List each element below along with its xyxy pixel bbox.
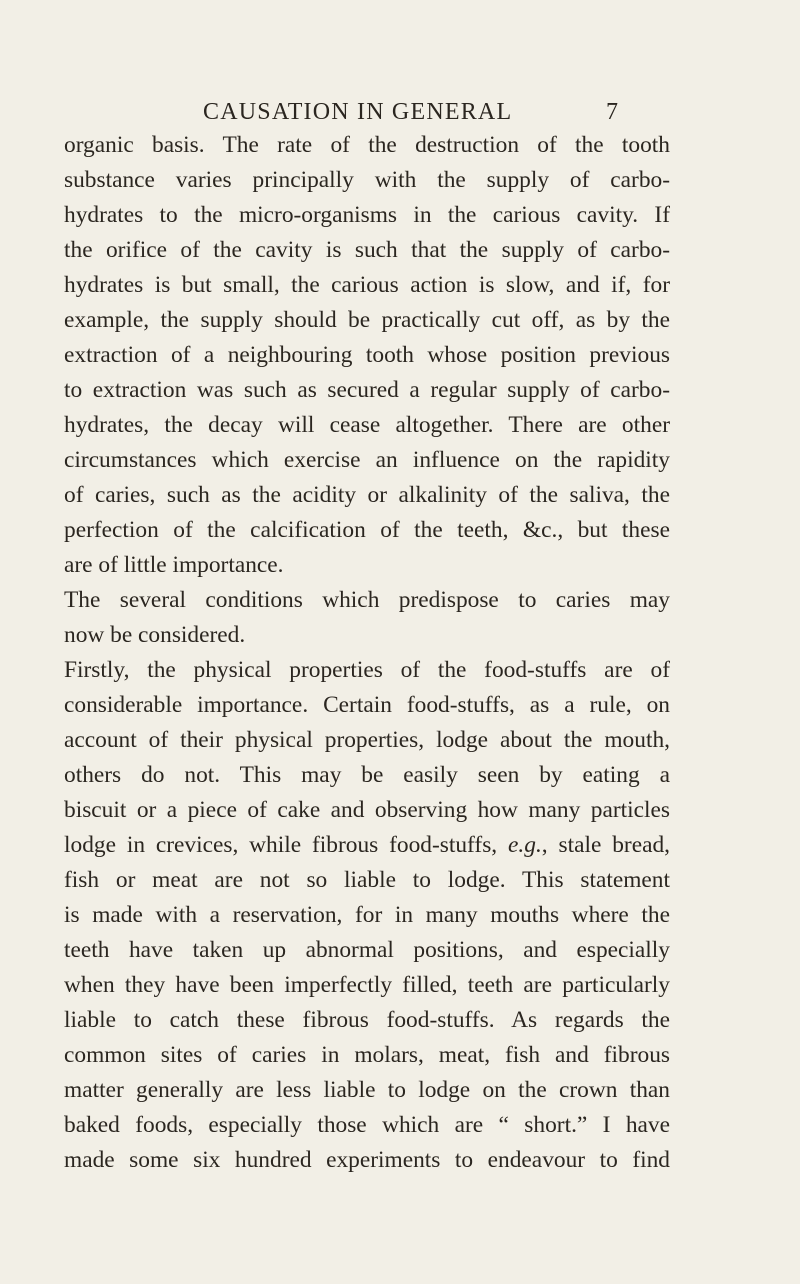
text-line: example, the supply should be practically cut off, as by the bbox=[64, 307, 670, 333]
text-line: fish or meat are not so liable to lodge. This statement bbox=[64, 867, 670, 893]
page-number: 7 bbox=[606, 99, 618, 125]
text-line: substance varies principally with the supply of carbo- bbox=[64, 167, 670, 193]
running-head bbox=[0, 99, 800, 133]
text-line: is made with a reservation, for in many mouths where the bbox=[64, 902, 670, 928]
paragraph-first-line: Firstly, the physical properties of the food-stuffs are of bbox=[64, 657, 670, 683]
text-line: to extraction was such as secured a regular supply of carbo- bbox=[64, 377, 670, 403]
text-line: when they have been imperfectly filled, teeth are particularly bbox=[64, 972, 670, 998]
text-line: teeth have taken up abnormal positions, and especially bbox=[64, 937, 670, 963]
text-line: biscuit or a piece of cake and observing how many particles bbox=[64, 797, 670, 823]
text-line: hydrates to the micro-organisms in the carious cavity. If bbox=[64, 202, 670, 228]
italic-abbreviation: e.g. bbox=[508, 832, 542, 858]
text-line: now be considered. bbox=[64, 622, 246, 648]
text-line: circumstances which exercise an influence on the rapidity bbox=[64, 447, 670, 473]
text-line: hydrates, the decay will cease altogether. There are other bbox=[64, 412, 670, 438]
text-line: perfection of the calcification of the teeth, &c., but these bbox=[64, 517, 670, 543]
text-line: matter generally are less liable to lodge on the crown than bbox=[64, 1077, 670, 1103]
text-line: considerable importance. Certain food-stuffs, as a rule, on bbox=[64, 692, 670, 718]
text-line: hydrates is but small, the carious action is slow, and if, for bbox=[64, 272, 670, 298]
text-line: others do not. This may be easily seen by eating a bbox=[64, 762, 670, 788]
chapter-title: CAUSATION IN GENERAL bbox=[203, 99, 513, 125]
text-line: common sites of caries in molars, meat, fish and fibrous bbox=[64, 1042, 670, 1068]
paragraph-first-line: The several conditions which predispose to caries may bbox=[64, 587, 670, 613]
text-line: of caries, such as the acidity or alkalinity of the saliva, the bbox=[64, 482, 670, 508]
text-line: made some six hundred experiments to endeavour to find bbox=[64, 1147, 670, 1173]
text-line-with-italic bbox=[64, 829, 670, 861]
text-segment: lodge in crevices, while fibrous food-stuffs, bbox=[64, 832, 509, 858]
text-line: are of little importance. bbox=[64, 552, 284, 578]
text-line: the orifice of the cavity is such that the supply of carbo- bbox=[64, 237, 670, 263]
text-segment: , stale bread, bbox=[541, 832, 670, 858]
text-line: organic basis. The rate of the destruction of the tooth bbox=[64, 132, 670, 158]
text-line: baked foods, especially those which are “ short.” I have bbox=[64, 1112, 670, 1138]
text-line: liable to catch these fibrous food-stuffs. As regards the bbox=[64, 1007, 670, 1033]
text-line: account of their physical properties, lodge about the mouth, bbox=[64, 727, 670, 753]
text-line: extraction of a neighbouring tooth whose position previous bbox=[64, 342, 670, 368]
